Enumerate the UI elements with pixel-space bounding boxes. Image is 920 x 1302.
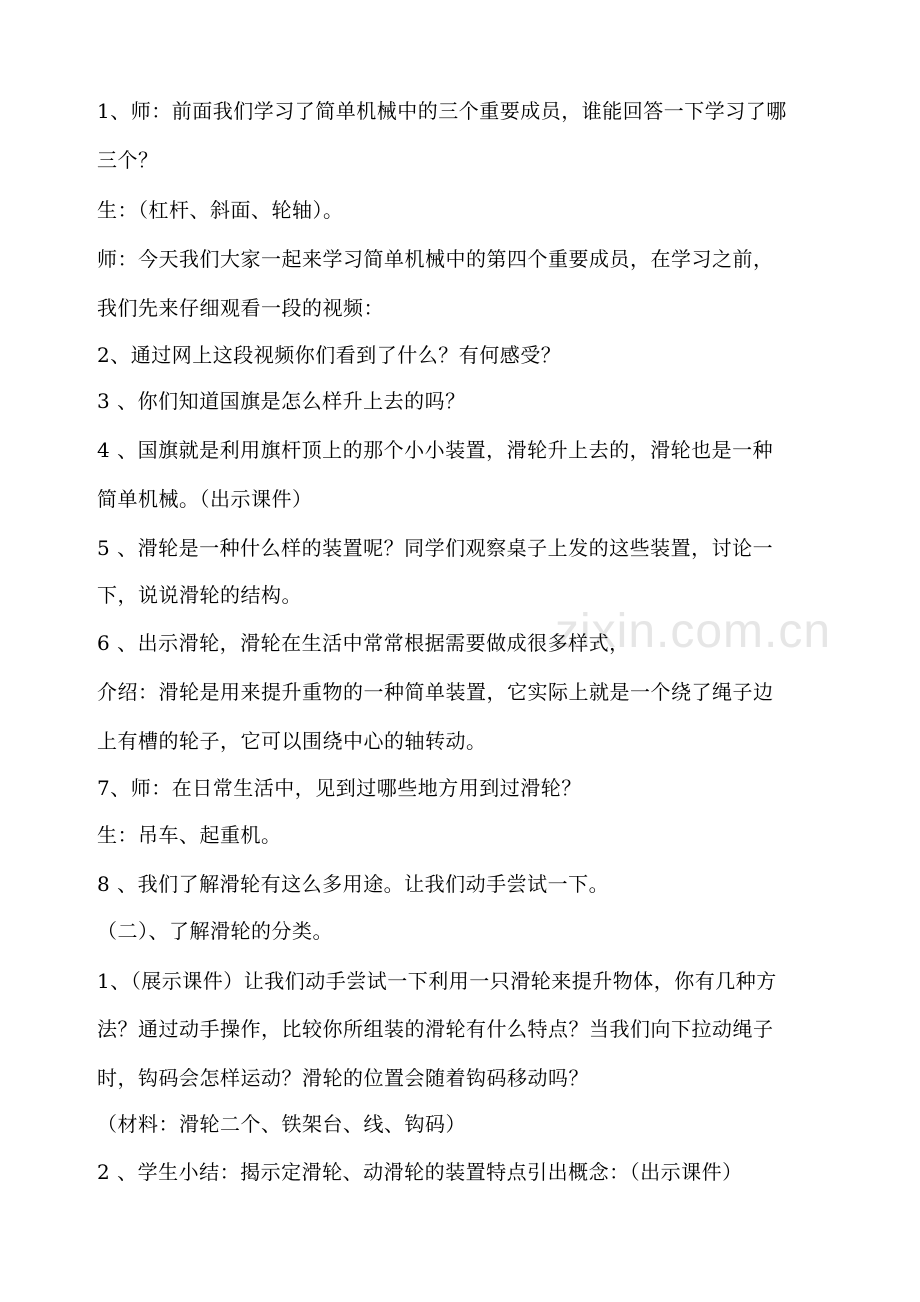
paragraph-line: 4 、国旗就是利用旗杆顶上的那个小小装置，滑轮升上去的，滑轮也是一种 xyxy=(97,438,774,462)
paragraph-line: 上有槽的轮子，它可以围绕中心的轴转动。 xyxy=(97,729,487,753)
paragraph-line: 5 、滑轮是一种什么样的装置呢？同学们观察桌子上发的这些装置，讨论一 xyxy=(97,536,774,560)
paragraph-line: 我们先来仔细观看一段的视频： xyxy=(97,296,384,320)
paragraph-line: 法？通过动手操作，比较你所组装的滑轮有什么特点？当我们向下拉动绳子 xyxy=(97,1017,774,1041)
paragraph-line: 介绍：滑轮是用来提升重物的一种简单装置，它实际上就是一个绕了绳子边 xyxy=(97,680,774,704)
paragraph-line: 1、（展示课件）让我们动手尝试一下利用一只滑轮来提升物体，你有几种方 xyxy=(97,969,777,993)
paragraph-line: 2 、学生小结：揭示定滑轮、动滑轮的装置特点引出概念：（出示课件） xyxy=(97,1160,743,1184)
paragraph-line: 6 、出示滑轮，滑轮在生活中常常根据需要做成很多样式， xyxy=(97,631,630,655)
paragraph-line: 2、通过网上这段视频你们看到了什么？有何感受？ xyxy=(97,343,562,367)
watermark: zixin.com.cn xyxy=(555,605,832,658)
paragraph-line: 8 、我们了解滑轮有这么多用途。让我们动手尝试一下。 xyxy=(97,872,610,896)
paragraph-line: 生：吊车、起重机。 xyxy=(97,823,282,847)
paragraph-line: 师：今天我们大家一起来学习简单机械中的第四个重要成员，在学习之前， xyxy=(97,247,774,271)
paragraph-line: 时，钩码会怎样运动？滑轮的位置会随着钩码移动吗？ xyxy=(97,1066,589,1090)
paragraph-line: 7、师：在日常生活中，见到过哪些地方用到过滑轮？ xyxy=(97,776,582,800)
paragraph-line: 3 、你们知道国旗是怎么样升上去的吗？ xyxy=(97,389,466,413)
paragraph-line: 生：（杠杆、斜面、轮轴）。 xyxy=(97,198,344,222)
paragraph-line: 简单机械。（出示课件） xyxy=(97,487,313,511)
paragraph-line: （材料：滑轮二个、铁架台、线、钩码） xyxy=(97,1112,466,1136)
paragraph-line: （二）、了解滑轮的分类。 xyxy=(97,919,333,943)
paragraph-line: 三个？ xyxy=(97,148,159,172)
paragraph-line: 下，说说滑轮的结构。 xyxy=(97,583,302,607)
paragraph-line: 1、师：前面我们学习了简单机械中的三个重要成员，谁能回答一下学习了哪 xyxy=(97,99,787,123)
